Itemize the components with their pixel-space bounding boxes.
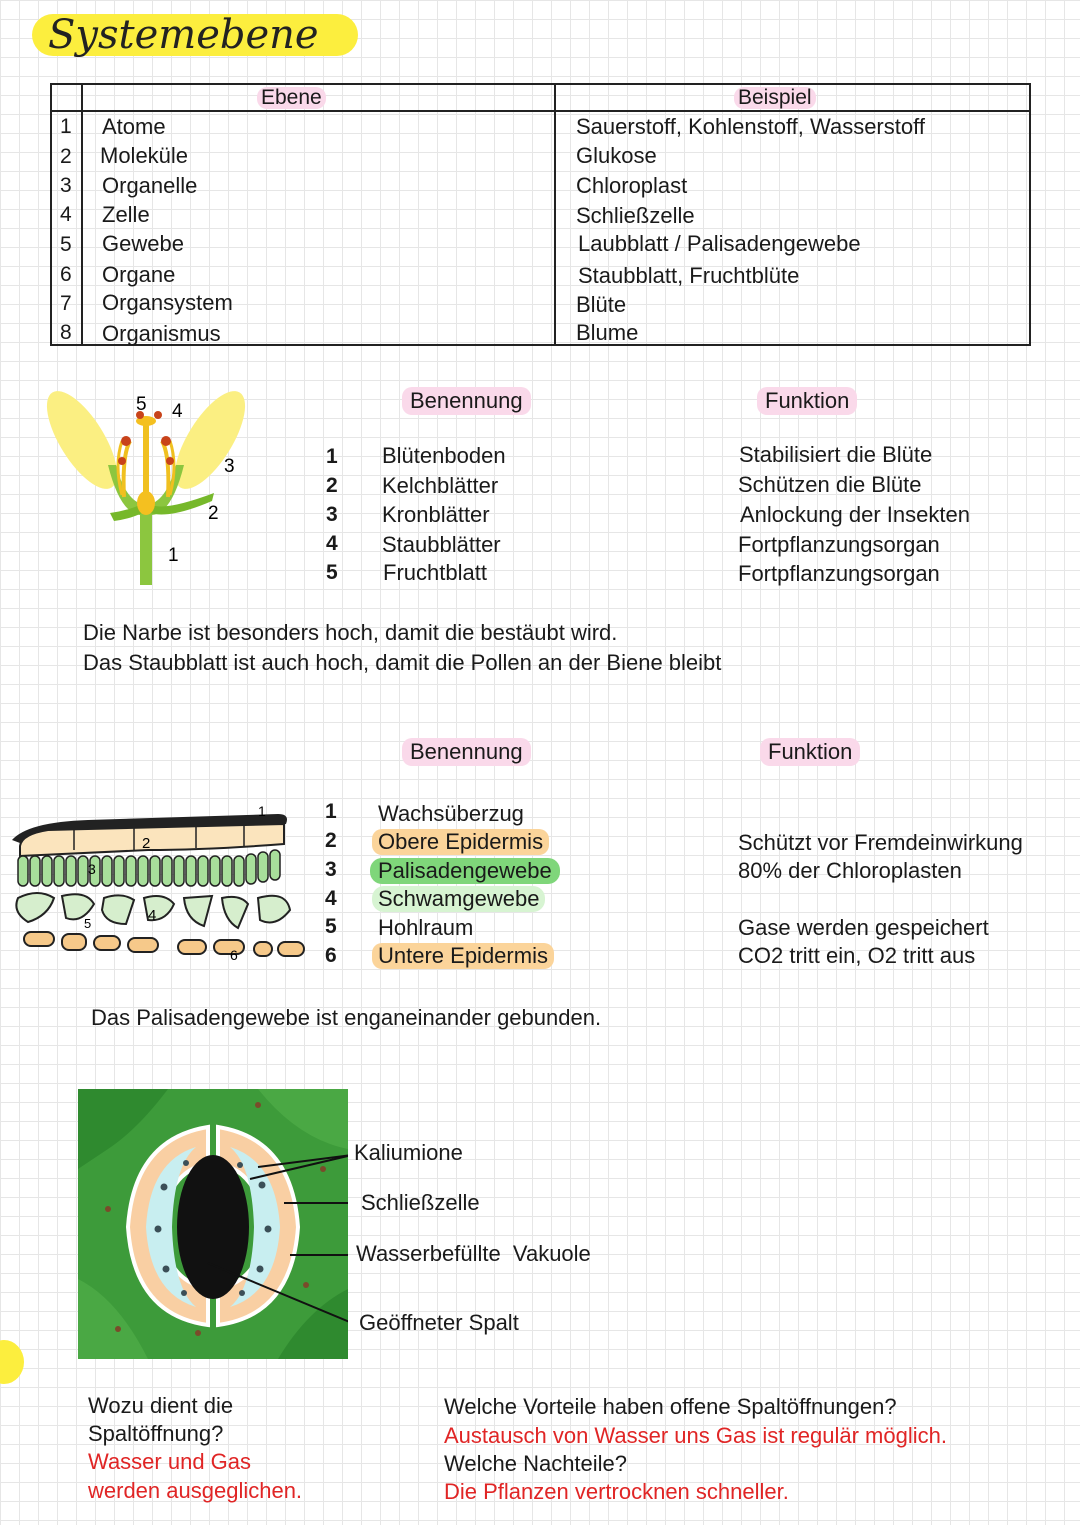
level-example: Staubblatt, Fruchtblüte	[578, 263, 800, 288]
diagram-label: 5	[136, 394, 147, 415]
diagram-label: 6	[230, 947, 238, 963]
flower-part-num: 4	[326, 532, 338, 555]
qa-left-answer: Wasser und Gas	[88, 1449, 252, 1474]
highlight-dot	[0, 1340, 24, 1384]
row-number: 8	[60, 321, 72, 344]
diagram-label: 3	[224, 456, 235, 477]
row-number: 1	[60, 115, 72, 138]
level-name: Organismus	[102, 321, 221, 346]
flower-part-name: Kronblätter	[382, 502, 490, 527]
level-name: Organelle	[102, 173, 198, 198]
flower-part-function: Anlockung der Insekten	[740, 502, 970, 527]
qa-left-question: Spaltöffnung?	[88, 1421, 224, 1446]
level-example: Blume	[576, 320, 639, 345]
flower-part-function: Fortpflanzungsorgan	[738, 561, 940, 586]
leaf-part-name: Palisadengewebe	[370, 858, 560, 884]
level-name: Organe	[102, 262, 176, 287]
row-number: 7	[60, 292, 72, 315]
flower-part-num: 3	[326, 503, 338, 526]
leaf-cross-section-diagram	[8, 800, 308, 970]
flower-part-function: Fortpflanzungsorgan	[738, 532, 940, 557]
leaf-header-name: Benennung	[402, 738, 531, 766]
stoma-label-open-pore: Geöffneter Spalt	[359, 1310, 519, 1335]
leaf-part-name: Schwamgewebe	[372, 886, 545, 912]
level-example: Blüte	[576, 292, 627, 317]
flower-part-function: Schützen die Blüte	[738, 472, 922, 497]
flower-note: Das Staubblatt ist auch hoch, damit die Pollen an der Biene bleibt	[83, 650, 722, 675]
leaf-part-name: Obere Epidermis	[372, 829, 549, 855]
leaf-function: CO2 tritt ein, O2 tritt aus	[738, 943, 976, 968]
leaf-function: Schützt vor Fremdeinwirkung	[738, 830, 1023, 855]
qa-right-question: Welche Vorteile haben offene Spaltöffnungen?	[444, 1394, 897, 1419]
flower-part-name: Staubblätter	[382, 532, 501, 557]
leaf-function: 80% der Chloroplasten	[738, 858, 962, 883]
palisade-cells	[18, 850, 280, 886]
row-number: 3	[60, 174, 72, 197]
leaf-part-num: 1	[325, 800, 337, 823]
diagram-label: 4	[148, 907, 157, 924]
diagram-label: 2	[142, 835, 151, 852]
level-example: Glukose	[576, 143, 657, 168]
flower-header-function: Funktion	[757, 387, 857, 415]
flower-part-num: 5	[326, 561, 338, 584]
stoma-diagram	[78, 1089, 348, 1359]
diagram-label: 4	[172, 401, 183, 422]
qa-right-question: Welche Nachteile?	[444, 1451, 628, 1476]
stoma-label-guard-cell: Schließzelle	[361, 1190, 480, 1215]
diagram-label: 1	[258, 803, 266, 819]
level-name: Zelle	[102, 202, 150, 227]
flower-part-num: 2	[326, 474, 338, 497]
ovary	[137, 491, 155, 515]
stoma-label-potassium-ions: Kaliumione	[354, 1140, 463, 1165]
flower-part-num: 1	[326, 445, 338, 468]
flower-part-name: Fruchtblatt	[383, 560, 487, 585]
diagram-label: 2	[208, 503, 219, 524]
row-number: 5	[60, 233, 72, 256]
page-title: Systemebene	[32, 14, 358, 56]
qa-right-answer: Die Pflanzen vertrocknen schneller.	[444, 1479, 789, 1504]
qa-left-question: Wozu dient die	[88, 1393, 234, 1418]
level-name: Gewebe	[102, 231, 184, 256]
level-name: Atome	[102, 114, 166, 139]
flower-part-function: Stabilisiert die Blüte	[739, 442, 933, 467]
level-example: Laubblatt / Palisadengewebe	[578, 231, 861, 256]
levels-table	[50, 83, 1031, 346]
level-example: Chloroplast	[576, 173, 688, 198]
stoma-label-vacuole: Wasserbefüllte Vakuole	[356, 1241, 591, 1266]
leaf-note: Das Palisadengewebe ist enganeinander gebunden.	[91, 1005, 602, 1030]
leaf-header-function: Funktion	[760, 738, 860, 766]
lower-epidermis	[24, 932, 304, 956]
row-number: 2	[60, 145, 72, 168]
stomatal-pore	[177, 1155, 249, 1299]
leaf-part-num: 5	[325, 915, 337, 938]
diagram-label: 1	[168, 545, 179, 566]
leaf-part-name: Hohlraum	[378, 915, 474, 940]
diagram-label: 5	[84, 916, 92, 931]
col-header-ebene: Ebene	[257, 87, 326, 109]
leaf-function: Gase werden gespeichert	[738, 915, 989, 940]
leaf-part-num: 6	[325, 944, 337, 967]
leaf-part-num: 4	[325, 887, 337, 910]
flower-header-name: Benennung	[402, 387, 531, 415]
level-example: Sauerstoff, Kohlenstoff, Wasserstoff	[576, 114, 925, 139]
qa-left-answer: werden ausgeglichen.	[88, 1478, 303, 1503]
flower-diagram	[30, 385, 260, 590]
flower-part-name: Blütenboden	[382, 443, 506, 468]
level-example: Schließzelle	[576, 203, 695, 228]
leaf-part-name: Wachsüberzug	[378, 801, 524, 826]
col-header-beispiel: Beispiel	[734, 87, 816, 109]
level-name: Moleküle	[100, 143, 189, 168]
leaf-part-name: Untere Epidermis	[372, 943, 554, 969]
row-number: 4	[60, 203, 72, 226]
flower-part-name: Kelchblätter	[382, 473, 499, 498]
level-name: Organsystem	[102, 290, 233, 315]
leaf-part-num: 3	[325, 858, 337, 881]
diagram-label: 3	[88, 861, 96, 877]
flower-note: Die Narbe ist besonders hoch, damit die bestäubt wird.	[83, 620, 618, 645]
row-number: 6	[60, 263, 72, 286]
qa-right-answer: Austausch von Wasser uns Gas ist regulär möglich.	[444, 1423, 947, 1448]
leaf-part-num: 2	[325, 829, 337, 852]
